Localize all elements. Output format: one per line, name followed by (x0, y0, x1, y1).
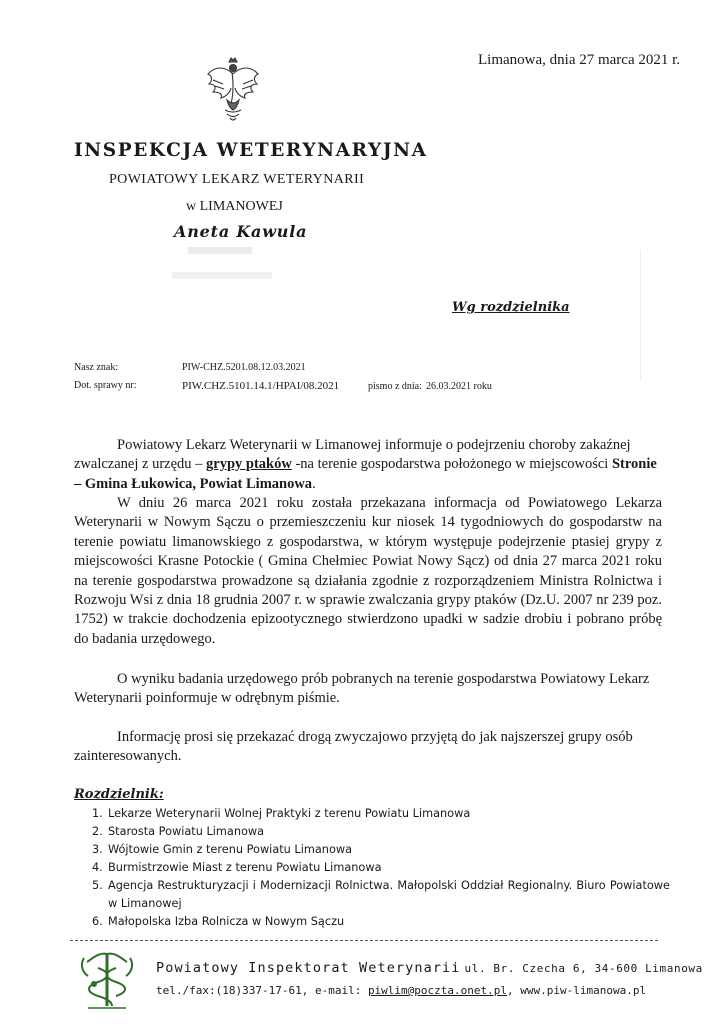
paragraph-details (74, 494, 662, 649)
caduceus-vet-logo-icon (74, 948, 140, 1016)
footer-phone: tel./fax:(18)337-17-61, (156, 984, 309, 997)
paragraph-text: W dniu 26 marca 2021 roku została przekazana informacja od Powiatowego Lekarza Weterynarii w Nowym Sączu o przemieszczeniu kur niosek 14 tygodniowych do gospodarstw na terenie powiatu limanowskiego z gospodarstwa, w którym występuje podejrzenie ptasiej grypy z miejscowości Krasne Potockie ( Gmina Chełmiec Powiat Nowy Sącz) od dnia 27 marca 2021 roku na terenie gospodarstwa prowadzone są działania zgodnie z rozporządzeniem Ministra Rolnictwa i Rozwoju Wsi z dnia 18 grudnia 2007 r. w sprawie zwalczania grypy ptaków (Dz.U. 2007 nr 239 poz. 1752) w trakcie dochodzenia epizootycznego stwierdzono upadki w sadzie drobiu i pobrano próbę do badania urzędowego. (74, 495, 662, 647)
case-ref-value: PIW.CHZ.5101.14.1/HPAI/08.2021 (182, 380, 340, 392)
list-text: Małopolska Izba Rolnicza w Nowym Sączu (108, 915, 345, 928)
polish-eagle-emblem-icon (205, 56, 261, 126)
list-number: 6. (92, 915, 103, 928)
paragraph-text: . (312, 475, 316, 492)
recipient: Wg rozdzielnika (452, 300, 570, 315)
list-item (74, 805, 670, 823)
list-item (74, 859, 670, 877)
institution-name: INSPEKCJA WETERYNARYJNA (74, 140, 428, 161)
official-title: POWIATOWY LEKARZ WETERYNARII (109, 172, 365, 187)
official-name: Aneta Kawula (174, 222, 308, 241)
footer-org-line (156, 960, 703, 976)
case-ref-label: Dot. sprawy nr: (74, 380, 137, 391)
location-name: Stronie – Gmina Łukowica, Powiat Limanowa (74, 456, 657, 492)
list-text: Starosta Powiatu Limanowa (108, 825, 265, 838)
official-location: w LIMANOWEJ (186, 199, 283, 214)
faded-border-mark (640, 250, 641, 380)
list-number: 4. (92, 861, 103, 874)
faded-stamp-mark (172, 272, 272, 279)
distribution-list (74, 805, 670, 931)
letter-date-label: pismo z dnia: (368, 381, 422, 392)
document-date: Limanowa, dnia 27 marca 2021 r. (478, 52, 681, 68)
paragraph-text: O wyniku badania urzędowego prób pobranych na terenie gospodarstwa Powiatowy Lekarz Weterynarii poinformuje w odrębnym piśmie. (74, 671, 650, 707)
list-text: Lekarze Weterynarii Wolnej Praktyki z terenu Powiatu Limanowa (108, 807, 471, 820)
paragraph-request (74, 728, 662, 767)
paragraph-text: Powiatowy Lekarz Weterynarii w Limanowej informuje o podejrzeniu choroby zakaźnej zwalczanej z urzędu – (74, 437, 631, 473)
list-item (74, 841, 670, 859)
list-item (74, 913, 670, 931)
list-text: Agencja Restrukturyzacji i Modernizacji Rolnictwa. Małopolski Oddział Regionalny. Biuro Powiatowe w Limanowej (108, 879, 670, 910)
list-text: Wójtowie Gmin z terenu Powiatu Limanowa (108, 843, 353, 856)
list-item (74, 877, 670, 913)
footer-website[interactable]: , www.piw-limanowa.pl (507, 984, 647, 997)
letter-date-value: 26.03.2021 roku (426, 381, 492, 392)
disease-name: grypy ptaków (206, 456, 292, 473)
list-item (74, 823, 670, 841)
list-number: 1. (92, 807, 103, 820)
our-ref-label: Nasz znak: (74, 362, 119, 373)
distribution-heading: Rozdzielnik: (74, 787, 164, 802)
our-ref-value: PIW-CHZ.5201.08.12.03.2021 (182, 362, 306, 373)
footer-contact-line (156, 984, 646, 997)
footer-divider (70, 940, 658, 941)
footer-address: ul. Br. Czecha 6, 34-600 Limanowa (464, 962, 703, 975)
paragraph-results (74, 670, 662, 709)
list-text: Burmistrzowie Miast z terenu Powiatu Limanowa (108, 861, 382, 874)
paragraph-text: Informację prosi się przekazać drogą zwyczajowo przyjętą do jak najszerszej grupy osób zainteresowanych. (74, 729, 633, 765)
paragraph-intro (74, 436, 662, 494)
footer-email-link[interactable]: piwlim@poczta.onet.pl (367, 984, 508, 997)
footer-org: Powiatowy Inspektorat Weterynarii (156, 960, 461, 976)
list-number: 5. (92, 879, 103, 892)
list-number: 3. (92, 843, 103, 856)
footer-email-label: e-mail: (314, 984, 362, 997)
list-number: 2. (92, 825, 103, 838)
paragraph-text: -na terenie gospodarstwa położonego w miejscowości (291, 456, 612, 473)
faded-stamp-mark (188, 247, 252, 254)
